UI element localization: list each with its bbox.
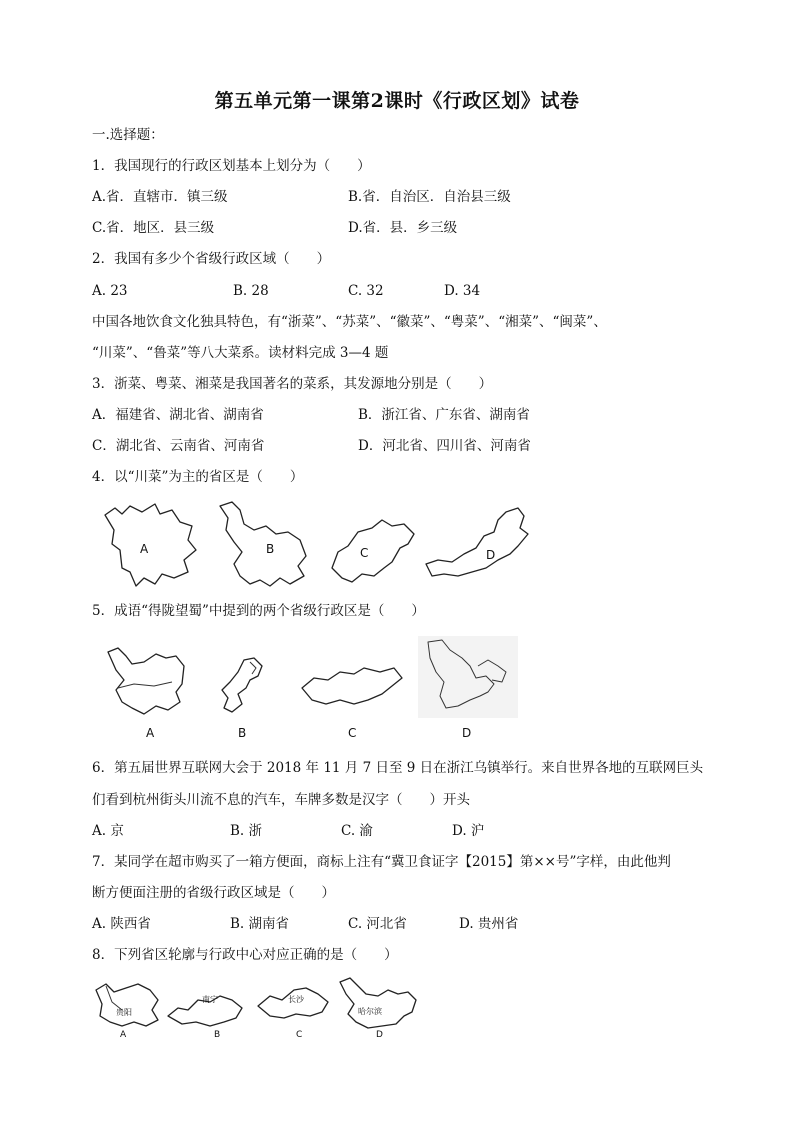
q5-map-c: [298, 664, 408, 740]
inner-mongolia-outline-icon: [424, 504, 534, 584]
q8-map-c-label: C: [296, 1030, 303, 1040]
heilongjiang-outline-icon: [336, 976, 420, 1030]
q1-option-d: D.省．县．乡三级: [348, 220, 458, 236]
q3-stem: 3．浙菜、粤菜、湘菜是我国著名的菜系，其发源地分别是（ ）: [92, 376, 493, 392]
q5-map-c-label: C: [348, 726, 357, 740]
q2-option-b: B. 28: [233, 283, 269, 299]
q4-stem: 4．以“川菜”为主的省区是（ ）: [92, 469, 304, 485]
q4-map-d: [424, 504, 534, 584]
q6-line-1: 6．第五届世界互联网大会于 2018 年 11 月 7 日至 9 日在浙江乌镇举行。来自世界各地的互联网巨头: [92, 760, 704, 776]
q5-stem: 5．成语“得陇望蜀”中提到的两个省级行政区是（ ）: [92, 603, 425, 619]
q4-map-b-label: B: [266, 542, 275, 556]
material-line-2: “川菜”、“鲁菜”等八大菜系。读材料完成 3—4 题: [92, 345, 389, 361]
q3-option-d: D．河北省、四川省、河南省: [358, 438, 531, 454]
hunan-outline-icon: [256, 984, 332, 1030]
section-heading: 一.选择题：: [92, 127, 164, 143]
q8-city-b: 南宁: [202, 995, 218, 1004]
q2-stem: 2．我国有多少个省级行政区域（ ）: [92, 251, 331, 267]
q8-map-b: [166, 990, 248, 1040]
q8-map-b-label: B: [214, 1030, 221, 1040]
q3-option-b: B．浙江省、广东省、湖南省: [358, 407, 530, 423]
q7-line-1: 7．某同学在超市购买了一箱方便面，商标上注有“冀卫食证字【2015】第××号”字样，由此他判: [92, 854, 671, 870]
q8-map-a-label: A: [120, 1030, 127, 1040]
heilongjiang-outline-icon: [214, 500, 314, 590]
q6-option-d: D. 沪: [452, 823, 485, 839]
q6-option-b: B. 浙: [230, 823, 263, 839]
q5-map-d-label: D: [462, 726, 472, 740]
q5-map-b: [216, 654, 276, 740]
q7-line-2: 断方便面注册的省级行政区域是（ ）: [92, 885, 335, 901]
q6-line-2: 们看到杭州街头川流不息的汽车，车牌多数是汉字（ ）开头: [92, 792, 470, 808]
q8-city-d: 哈尔滨: [358, 1007, 382, 1016]
q7-option-c: C. 河北省: [348, 916, 407, 932]
gansu-sichuan-outline-icon: [418, 636, 518, 718]
q6-option-a: A. 京: [92, 823, 124, 839]
q2-option-d: D. 34: [444, 283, 481, 299]
beijing-tianjin-outline-icon: [216, 654, 276, 720]
q8-map-a: [92, 980, 164, 1040]
q4-map-c: [328, 518, 418, 588]
q8-map-c: [256, 984, 332, 1040]
q4-map-d-label: D: [486, 548, 496, 562]
q4-map-a: [100, 500, 200, 590]
heilongjiang-outline-icon: [104, 644, 190, 718]
shandong-outline-icon: [298, 664, 408, 710]
q4-map-b: [214, 500, 314, 590]
shandong-outline-icon: [328, 518, 418, 588]
guizhou-outline-icon: [92, 980, 164, 1030]
q8-map-d-label: D: [376, 1030, 383, 1040]
q7-option-a: A. 陕西省: [92, 916, 151, 932]
q4-map-a-label: A: [140, 542, 149, 556]
q5-map-b-label: B: [238, 726, 247, 740]
q8-city-c: 长沙: [288, 995, 304, 1004]
q3-option-a: A．福建省、湖北省、湖南省: [92, 407, 264, 423]
q7-option-d: D. 贵州省: [459, 916, 519, 932]
page-title: 第五单元第一课第2课时《行政区划》试卷: [214, 90, 580, 112]
q5-map-d: [418, 636, 518, 740]
sichuan-outline-icon: [100, 500, 200, 590]
q5-map-a: [104, 644, 190, 740]
q1-stem: 1．我国现行的行政区划基本上划分为（ ）: [92, 158, 371, 174]
q8-map-d: [336, 976, 420, 1040]
q8-stem: 8．下列省区轮廓与行政中心对应正确的是（ ）: [92, 947, 398, 963]
q3-option-c: C．湖北省、云南省、河南省: [92, 438, 265, 454]
q7-option-b: B. 湖南省: [230, 916, 290, 932]
q2-option-c: C. 32: [348, 283, 384, 299]
q8-city-a: 贵阳: [116, 1008, 132, 1017]
q4-map-c-label: C: [360, 546, 369, 560]
q1-option-a: A.省．直辖市．镇三级: [92, 189, 228, 205]
q1-option-c: C.省．地区．县三级: [92, 220, 215, 236]
q2-option-a: A. 23: [92, 283, 128, 299]
q6-option-c: C. 渝: [341, 823, 373, 839]
material-line-1: 中国各地饮食文化独具特色，有“浙菜”、“苏菜”、“徽菜”、“粤菜”、“湘菜”、“闽菜”、: [92, 314, 607, 330]
q1-option-b: B.省．自治区．自治县三级: [348, 189, 511, 205]
q5-map-a-label: A: [146, 726, 155, 740]
